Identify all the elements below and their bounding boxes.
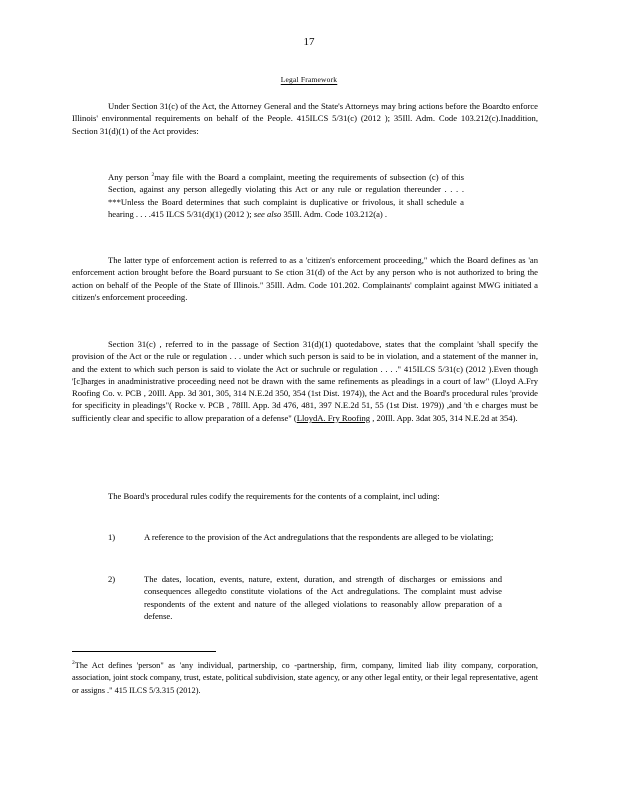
section-heading [0, 75, 618, 84]
paragraph-complaint-specificity [72, 338, 538, 424]
list-item-text: The dates, location, events, nature, extent, duration, and strength of discharges or emissions and consequences allegedto constitute violations of the Act andregulations. The complaint must advise respondents of the extent and nature of the alleged violations to reasonably allow preparation of a defense. [144, 574, 502, 621]
quote-text-end: 35Ill. Adm. Code 103.212(a) . [281, 208, 388, 219]
paragraph-procedural-rules: The Board's procedural rules codify the requirements for the contents of a complaint, incl uding: [108, 491, 440, 501]
list-item-number: 2) [108, 574, 116, 584]
list-item-text: A reference to the provision of the Act andregulations that the respondents are alleged to be violating; [144, 532, 494, 542]
list-item-number: 1) [108, 532, 116, 542]
footnote-marker: 2 [72, 660, 75, 667]
footnote-reference: 2 [151, 172, 155, 179]
section-heading-text: Legal Framework [280, 75, 338, 84]
see-also-signal: see also [253, 208, 282, 219]
page-number: 17 [303, 36, 315, 48]
footnote-text: The Act defines 'person" as 'any individual, partnership, co -partnership, firm, company, limited liab ility company, corporation, association, joint stock company, trust, estate, political subdivision, state agency, or any other legal entity, or their legal representative, agent or assigns ." 415 ILCS 5/3.315 (2012). [72, 661, 538, 695]
paragraph-citizen-enforcement: The latter type of enforcement action is referred to as a 'citizen's enforcement proceeding," which the Board defines as 'an enforcement action brought before the Board pursuant to Se ction 31(d) of the Act by any person who is not authorized to bring the action on behalf of the People of the State of Illinois." 35Ill. Adm. Code 101.202. Complainants' complaint against MWG initiated a citizen's enforcement proceeding. [72, 255, 538, 302]
block-quote-section-31d1 [108, 171, 464, 220]
quote-text-main: may file with the Board a complaint, meeting the requirements of subsection (c) of this Section, against any person allegedly violating this Act or any rule or regulation thereunder . . . . ***Unless the Board determines that such complaint is duplicative or frivolous, it shall schedule a hearing . . . .415 ILCS 5/31(d)(1) (2012 ); [108, 172, 465, 219]
paragraph-3-text: Section 31(c) , referred to in the passage of Section 31(d)(1) quotedabove, states that the complaint 'shall specify the provision of the Act or the rule or regulation . . . under which such person is said to be in violation, and a statement of the manner in, and the extent to which such person is said to violate the Act or suchrule or regulation . . . ." 415ILCS 5/31(c) (2012 ).Even though '[c]harges in anadministrative proceeding need not be drawn with the same refinements as pleadings in a court of law" (Lloyd A.Fry Roofing Co. v. PCB , 20Ill. App. 3d 301, 305, 314 N.E.2d 350, 354 (1st Dist. 1974)), the Act and the Board's procedural rules 'provide for specificity in pleadings"( Rocke v. PCB , 78Ill. App. 3d 476, 481, 397 N.E.2d 51, 55 (1st Dist. 1979)) ,and 'th e charges must be sufficiently clear and specific to allow preparation of a defense" ( [72, 339, 538, 423]
paragraph-3-text-end: , 20Ill. App. 3dat 305, 314 N.E.2d at 354). [370, 412, 518, 423]
footnote [72, 660, 538, 697]
case-citation-lloyd: LloydA. Fry Roofing [296, 412, 371, 423]
footnote-divider [72, 651, 216, 652]
quote-text-start: Any person [108, 172, 152, 182]
paragraph-enforcement-actions: Under Section 31(c) of the Act, the Attorney General and the State's Attorneys may bring actions before the Boardto enforce Illinois' environmental requirements on behalf of the People. 415ILCS 5/31(c) (2012 ); 35Ill. Adm. Code 103.212(c).Inaddition, Section 31(d)(1) of the Act provides: [72, 101, 538, 136]
